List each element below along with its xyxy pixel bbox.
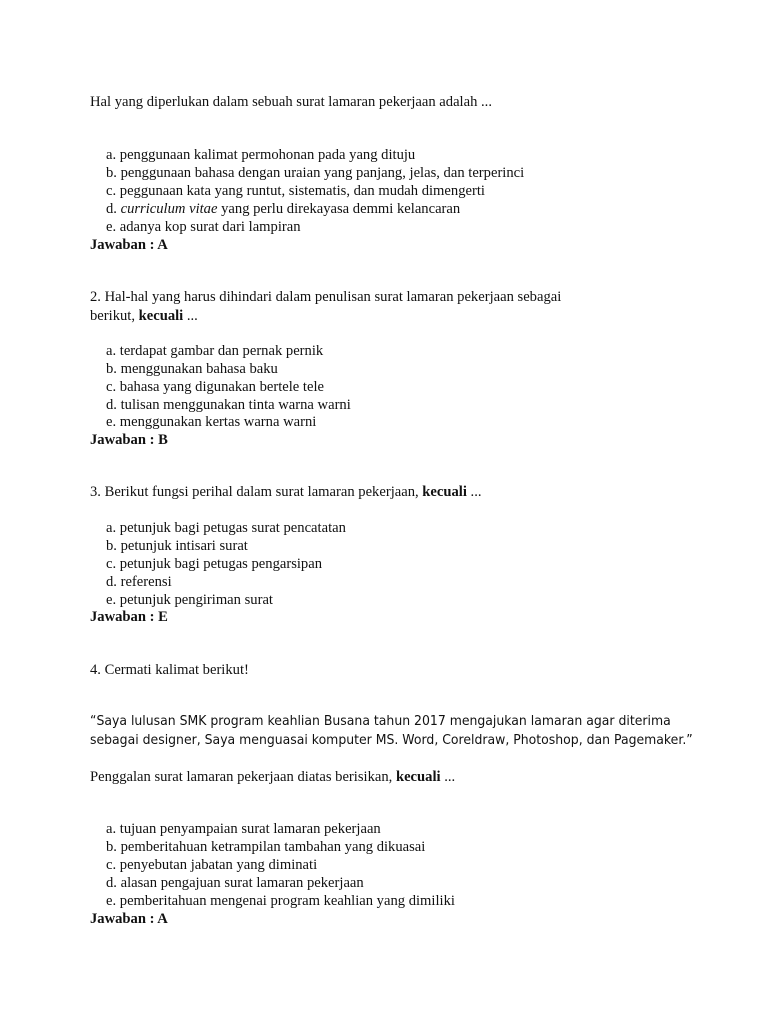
question-4-option-a: a. tujuan penyampaian surat lamaran pekerjaan [106, 821, 381, 837]
question-3-option-b: b. petunjuk intisari surat [106, 538, 248, 554]
question-1-option-b: b. penggunaan bahasa dengan uraian yang panjang, jelas, dan terperinci [106, 165, 525, 181]
option-d-suffix: yang perlu direkayasa demmi kelancaran [217, 201, 461, 217]
question-2-option-e: e. menggunakan kertas warna warni [106, 414, 317, 430]
question-3-option-d: d. referensi [106, 574, 172, 590]
question-4-text: 4. Cermati kalimat berikut! [90, 662, 249, 678]
question-3-option-e: e. petunjuk pengiriman surat [106, 592, 273, 608]
question-3-prefix: 3. Berikut fungsi perihal dalam surat lamaran pekerjaan, [90, 484, 423, 500]
option-d-italic-term: curriculum vitae [120, 201, 218, 217]
question-2-option-c: c. bahasa yang digunakan bertele tele [106, 379, 324, 395]
question-3-option-c: c. petunjuk bagi petugas pengarsipan [106, 556, 323, 572]
question-1-option-e: e. adanya kop surat dari lampiran [106, 219, 301, 235]
question-4-quote-line-2: sebagai designer, Saya menguasai komputer MS. Word, Coreldraw, Photoshop, dan Pagemaker.” [90, 733, 693, 748]
option-d-prefix: d. [106, 201, 121, 217]
question-1-answer: Jawaban : A [90, 237, 168, 253]
question-1-option-c: c. peggunaan kata yang runtut, sistematis, dan mudah dimengerti [106, 183, 485, 199]
question-2-option-b: b. menggunakan bahasa baku [106, 361, 278, 377]
question-4-option-c: c. penyebutan jabatan yang diminati [106, 857, 318, 873]
question-1-text: Hal yang diperlukan dalam sebuah surat lamaran pekerjaan adalah ... [90, 94, 492, 110]
question-4-stem-suffix: ... [440, 769, 456, 785]
question-4-option-b: b. pemberitahuan ketrampilan tambahan yang dikuasai [106, 839, 426, 855]
question-1-option-a: a. penggunaan kalimat permohonan pada yang dituju [106, 147, 416, 163]
question-2-line-2-prefix: berikut, [90, 308, 139, 324]
question-3-option-a: a. petunjuk bagi petugas surat pencatatan [106, 520, 346, 536]
question-4-stem [90, 768, 455, 786]
question-2-line-2 [90, 307, 198, 325]
question-4-option-d: d. alasan pengajuan surat lamaran pekerjaan [106, 875, 364, 891]
question-2-keyword: kecuali [138, 308, 184, 324]
question-2-option-a: a. terdapat gambar dan pernak pernik [106, 343, 324, 359]
question-4-option-e: e. pemberitahuan mengenai program keahlian yang dimiliki [106, 893, 455, 909]
question-2-line-1: 2. Hal-hal yang harus dihindari dalam penulisan surat lamaran pekerjaan sebagai [90, 289, 562, 305]
question-3-answer: Jawaban : E [90, 609, 168, 625]
question-3-text [90, 483, 481, 501]
question-2-answer: Jawaban : B [90, 432, 168, 448]
question-2-option-d: d. tulisan menggunakan tinta warna warni [106, 397, 351, 413]
question-4-answer: Jawaban : A [90, 911, 168, 927]
question-4-stem-prefix: Penggalan surat lamaran pekerjaan diatas berisikan, [90, 769, 396, 785]
question-1-option-d [106, 200, 460, 218]
question-3-keyword: kecuali [422, 484, 467, 500]
question-3-suffix: ... [466, 484, 482, 500]
question-4-quote-line-1: “Saya lulusan SMK program keahlian Busana tahun 2017 mengajukan lamaran agar diterima [90, 714, 671, 729]
question-4-keyword: kecuali [395, 769, 441, 785]
question-2-line-2-suffix: ... [183, 308, 198, 324]
